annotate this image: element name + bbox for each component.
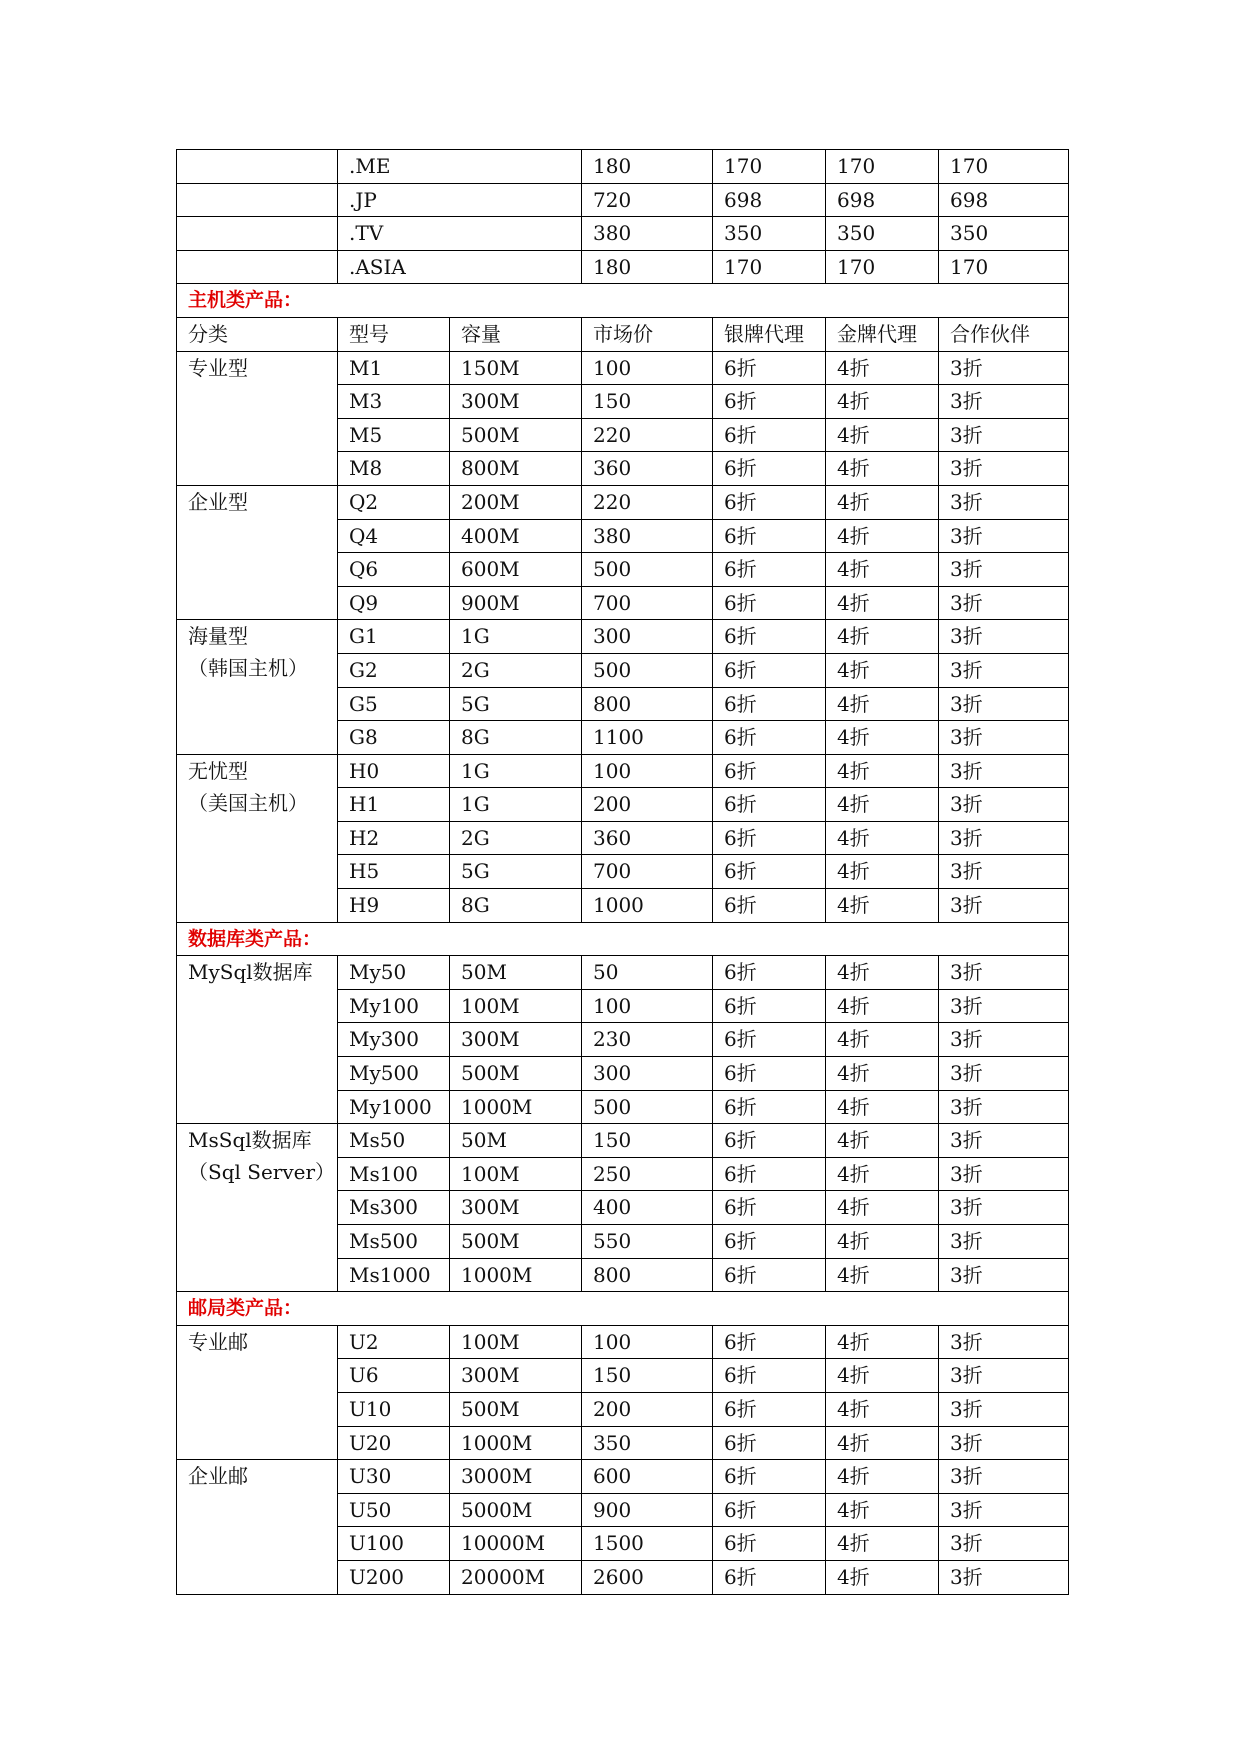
model-cell: Q2 [338,485,450,519]
model-cell: U10 [338,1392,450,1426]
capacity-cell: 500M [450,1225,582,1259]
silver-agent-cell: 6折 [713,1493,826,1527]
market-price-cell: 350 [582,1426,713,1460]
gold-agent-cell: 4折 [826,418,939,452]
partner-cell: 170 [939,250,1069,284]
category-cell [177,1124,338,1292]
partner-cell: 698 [939,183,1069,217]
model-cell: M8 [338,452,450,486]
silver-agent-cell: 350 [713,217,826,251]
model-cell: M5 [338,418,450,452]
silver-agent-cell: 6折 [713,1258,826,1292]
silver-agent-cell: 6折 [713,1325,826,1359]
silver-agent-cell: 6折 [713,1191,826,1225]
partner-cell: 3折 [939,519,1069,553]
category-label: 无忧型 [188,758,248,783]
model-cell: Ms300 [338,1191,450,1225]
model-cell: My100 [338,989,450,1023]
gold-agent-cell: 4折 [826,620,939,654]
category-label: （Sql Server） [188,1160,336,1185]
gold-agent-cell: 4折 [826,553,939,587]
model-cell: My500 [338,1057,450,1091]
partner-cell: 3折 [939,485,1069,519]
table-row [177,1325,1069,1359]
domain-row [177,250,1069,284]
partner-cell: 3折 [939,1258,1069,1292]
gold-agent-cell: 4折 [826,788,939,822]
model-cell: U30 [338,1460,450,1494]
market-price-cell: 300 [582,620,713,654]
category-cell [177,1325,338,1459]
category-cell-empty [177,183,338,217]
category-label: MySql数据库 [188,960,313,985]
domain-row [177,183,1069,217]
partner-cell: 3折 [939,351,1069,385]
category-label: 专业型 [188,355,248,380]
silver-agent-cell: 6折 [713,1023,826,1057]
market-price-cell: 180 [582,250,713,284]
partner-cell: 3折 [939,1057,1069,1091]
market-price-cell: 200 [582,788,713,822]
capacity-cell: 2G [450,821,582,855]
model-cell: Q9 [338,586,450,620]
table-row [177,620,1069,654]
partner-cell: 3折 [939,1191,1069,1225]
silver-agent-cell: 698 [713,183,826,217]
silver-agent-cell: 6折 [713,855,826,889]
model-cell: U20 [338,1426,450,1460]
table-row [177,351,1069,385]
silver-agent-cell: 6折 [713,418,826,452]
capacity-cell: 1000M [450,1426,582,1460]
model-cell: U6 [338,1359,450,1393]
model-cell: G2 [338,653,450,687]
silver-agent-cell: 6折 [713,889,826,923]
silver-agent-cell: 6折 [713,385,826,419]
gold-agent-cell: 170 [826,150,939,184]
partner-cell: 3折 [939,1426,1069,1460]
market-price-cell: 800 [582,1258,713,1292]
silver-agent-cell: 6折 [713,553,826,587]
capacity-cell: 1000M [450,1090,582,1124]
gold-agent-cell: 4折 [826,385,939,419]
capacity-cell: 2G [450,653,582,687]
gold-agent-cell: 4折 [826,1157,939,1191]
market-price-cell: 150 [582,1359,713,1393]
capacity-cell: 3000M [450,1460,582,1494]
market-price-cell: 500 [582,553,713,587]
partner-cell: 3折 [939,1392,1069,1426]
capacity-cell: 500M [450,418,582,452]
silver-agent-cell: 6折 [713,485,826,519]
table-row [177,754,1069,788]
market-price-cell: 100 [582,989,713,1023]
market-price-cell: 50 [582,956,713,990]
model-cell: H1 [338,788,450,822]
silver-agent-cell: 6折 [713,821,826,855]
model-cell: Ms500 [338,1225,450,1259]
capacity-cell: 10000M [450,1527,582,1561]
category-cell [177,956,338,1124]
gold-agent-cell: 4折 [826,721,939,755]
partner-cell: 3折 [939,687,1069,721]
silver-agent-cell: 6折 [713,1090,826,1124]
category-cell [177,620,338,754]
gold-agent-cell: 4折 [826,1560,939,1594]
market-price-cell: 700 [582,586,713,620]
market-price-cell: 1100 [582,721,713,755]
gold-agent-cell: 698 [826,183,939,217]
silver-agent-cell: 6折 [713,620,826,654]
capacity-cell: 300M [450,385,582,419]
gold-agent-cell: 4折 [826,1325,939,1359]
category-label: （美国主机） [188,790,308,815]
capacity-cell: 1G [450,620,582,654]
category-cell [177,485,338,619]
market-price-cell: 2600 [582,1560,713,1594]
table-row [177,956,1069,990]
partner-cell: 3折 [939,1124,1069,1158]
column-header: 市场价 [582,317,713,351]
category-cell [177,754,338,922]
gold-agent-cell: 4折 [826,1258,939,1292]
category-label: 海量型 [188,624,248,649]
model-cell: Ms1000 [338,1258,450,1292]
market-price-cell: 380 [582,217,713,251]
model-cell: Q4 [338,519,450,553]
capacity-cell: 500M [450,1392,582,1426]
market-price-cell: 150 [582,1124,713,1158]
partner-cell: 3折 [939,989,1069,1023]
gold-agent-cell: 4折 [826,452,939,486]
silver-agent-cell: 6折 [713,989,826,1023]
gold-agent-cell: 4折 [826,1090,939,1124]
partner-cell: 170 [939,150,1069,184]
market-price-cell: 800 [582,687,713,721]
gold-agent-cell: 4折 [826,1493,939,1527]
capacity-cell: 800M [450,452,582,486]
silver-agent-cell: 170 [713,250,826,284]
domain-type-cell: .ASIA [338,250,582,284]
domain-type-cell: .ME [338,150,582,184]
silver-agent-cell: 6折 [713,1527,826,1561]
silver-agent-cell: 6折 [713,653,826,687]
capacity-cell: 200M [450,485,582,519]
model-cell: M1 [338,351,450,385]
market-price-cell: 1500 [582,1527,713,1561]
market-price-cell: 550 [582,1225,713,1259]
column-header: 合作伙伴 [939,317,1069,351]
gold-agent-cell: 4折 [826,1124,939,1158]
capacity-cell: 100M [450,1157,582,1191]
capacity-cell: 400M [450,519,582,553]
domain-row [177,217,1069,251]
capacity-cell: 5G [450,855,582,889]
partner-cell: 3折 [939,721,1069,755]
partner-cell: 3折 [939,1560,1069,1594]
partner-cell: 3折 [939,586,1069,620]
gold-agent-cell: 4折 [826,956,939,990]
market-price-cell: 100 [582,1325,713,1359]
partner-cell: 3折 [939,1359,1069,1393]
partner-cell: 3折 [939,1225,1069,1259]
model-cell: G1 [338,620,450,654]
section-title-row [177,922,1069,956]
capacity-cell: 600M [450,553,582,587]
partner-cell: 3折 [939,1023,1069,1057]
column-header: 容量 [450,317,582,351]
category-label: （韩国主机） [188,656,308,681]
capacity-cell: 1G [450,788,582,822]
model-cell: My50 [338,956,450,990]
gold-agent-cell: 170 [826,250,939,284]
capacity-cell: 5000M [450,1493,582,1527]
model-cell: U50 [338,1493,450,1527]
gold-agent-cell: 4折 [826,1057,939,1091]
partner-cell: 3折 [939,653,1069,687]
model-cell: My1000 [338,1090,450,1124]
capacity-cell: 50M [450,1124,582,1158]
silver-agent-cell: 170 [713,150,826,184]
model-cell: Q6 [338,553,450,587]
market-price-cell: 400 [582,1191,713,1225]
partner-cell: 3折 [939,620,1069,654]
category-label: 企业型 [188,489,248,514]
market-price-cell: 150 [582,385,713,419]
gold-agent-cell: 350 [826,217,939,251]
silver-agent-cell: 6折 [713,687,826,721]
capacity-cell: 150M [450,351,582,385]
partner-cell: 3折 [939,788,1069,822]
gold-agent-cell: 4折 [826,1527,939,1561]
silver-agent-cell: 6折 [713,956,826,990]
gold-agent-cell: 4折 [826,1191,939,1225]
silver-agent-cell: 6折 [713,519,826,553]
model-cell: U2 [338,1325,450,1359]
market-price-cell: 220 [582,418,713,452]
category-cell-empty [177,150,338,184]
market-price-cell: 360 [582,452,713,486]
category-label: MsSql数据库 [188,1128,312,1153]
price-table [176,149,1069,1595]
section-title: 主机类产品： [177,284,1069,318]
gold-agent-cell: 4折 [826,754,939,788]
market-price-cell: 180 [582,150,713,184]
model-cell: My300 [338,1023,450,1057]
capacity-cell: 300M [450,1191,582,1225]
market-price-cell: 500 [582,1090,713,1124]
table-row [177,1460,1069,1494]
gold-agent-cell: 4折 [826,889,939,923]
gold-agent-cell: 4折 [826,855,939,889]
partner-cell: 3折 [939,1527,1069,1561]
market-price-cell: 900 [582,1493,713,1527]
gold-agent-cell: 4折 [826,351,939,385]
model-cell: H5 [338,855,450,889]
partner-cell: 3折 [939,889,1069,923]
section-title-row [177,1292,1069,1326]
silver-agent-cell: 6折 [713,1460,826,1494]
model-cell: G8 [338,721,450,755]
silver-agent-cell: 6折 [713,586,826,620]
partner-cell: 3折 [939,1325,1069,1359]
market-price-cell: 250 [582,1157,713,1191]
capacity-cell: 5G [450,687,582,721]
gold-agent-cell: 4折 [826,586,939,620]
silver-agent-cell: 6折 [713,788,826,822]
price-table-body [177,150,1069,1595]
column-header: 分类 [177,317,338,351]
category-cell-empty [177,217,338,251]
domain-type-cell: .JP [338,183,582,217]
partner-cell: 3折 [939,452,1069,486]
gold-agent-cell: 4折 [826,485,939,519]
model-cell: H0 [338,754,450,788]
gold-agent-cell: 4折 [826,1426,939,1460]
model-cell: M3 [338,385,450,419]
model-cell: U100 [338,1527,450,1561]
silver-agent-cell: 6折 [713,1124,826,1158]
partner-cell: 3折 [939,956,1069,990]
silver-agent-cell: 6折 [713,1157,826,1191]
partner-cell: 3折 [939,418,1069,452]
capacity-cell: 100M [450,1325,582,1359]
gold-agent-cell: 4折 [826,653,939,687]
gold-agent-cell: 4折 [826,821,939,855]
gold-agent-cell: 4折 [826,687,939,721]
model-cell: H9 [338,889,450,923]
silver-agent-cell: 6折 [713,1057,826,1091]
column-header: 型号 [338,317,450,351]
capacity-cell: 1G [450,754,582,788]
capacity-cell: 20000M [450,1560,582,1594]
table-row [177,1124,1069,1158]
market-price-cell: 230 [582,1023,713,1057]
silver-agent-cell: 6折 [713,754,826,788]
capacity-cell: 500M [450,1057,582,1091]
model-cell: H2 [338,821,450,855]
category-cell [177,351,338,485]
market-price-cell: 720 [582,183,713,217]
column-header: 银牌代理 [713,317,826,351]
gold-agent-cell: 4折 [826,519,939,553]
category-cell-empty [177,250,338,284]
partner-cell: 3折 [939,821,1069,855]
market-price-cell: 200 [582,1392,713,1426]
table-row [177,485,1069,519]
market-price-cell: 300 [582,1057,713,1091]
gold-agent-cell: 4折 [826,1460,939,1494]
market-price-cell: 1000 [582,889,713,923]
partner-cell: 3折 [939,1493,1069,1527]
gold-agent-cell: 4折 [826,1225,939,1259]
domain-row [177,150,1069,184]
model-cell: U200 [338,1560,450,1594]
silver-agent-cell: 6折 [713,721,826,755]
market-price-cell: 380 [582,519,713,553]
gold-agent-cell: 4折 [826,989,939,1023]
capacity-cell: 1000M [450,1258,582,1292]
capacity-cell: 300M [450,1359,582,1393]
capacity-cell: 100M [450,989,582,1023]
partner-cell: 3折 [939,1460,1069,1494]
gold-agent-cell: 4折 [826,1359,939,1393]
silver-agent-cell: 6折 [713,1225,826,1259]
market-price-cell: 220 [582,485,713,519]
partner-cell: 350 [939,217,1069,251]
partner-cell: 3折 [939,553,1069,587]
silver-agent-cell: 6折 [713,452,826,486]
market-price-cell: 100 [582,351,713,385]
partner-cell: 3折 [939,1157,1069,1191]
model-cell: Ms50 [338,1124,450,1158]
category-label: 企业邮 [188,1464,248,1489]
model-cell: Ms100 [338,1157,450,1191]
silver-agent-cell: 6折 [713,1392,826,1426]
market-price-cell: 360 [582,821,713,855]
model-cell: G5 [338,687,450,721]
section-title-row [177,284,1069,318]
domain-type-cell: .TV [338,217,582,251]
market-price-cell: 600 [582,1460,713,1494]
capacity-cell: 8G [450,889,582,923]
partner-cell: 3折 [939,754,1069,788]
silver-agent-cell: 6折 [713,1560,826,1594]
silver-agent-cell: 6折 [713,351,826,385]
capacity-cell: 900M [450,586,582,620]
market-price-cell: 500 [582,653,713,687]
partner-cell: 3折 [939,385,1069,419]
gold-agent-cell: 4折 [826,1392,939,1426]
capacity-cell: 300M [450,1023,582,1057]
section-title: 邮局类产品： [177,1292,1069,1326]
partner-cell: 3折 [939,855,1069,889]
market-price-cell: 100 [582,754,713,788]
category-cell [177,1460,338,1594]
category-label: 专业邮 [188,1329,248,1354]
silver-agent-cell: 6折 [713,1426,826,1460]
market-price-cell: 700 [582,855,713,889]
section-title: 数据库类产品： [177,922,1069,956]
column-header-row [177,317,1069,351]
silver-agent-cell: 6折 [713,1359,826,1393]
gold-agent-cell: 4折 [826,1023,939,1057]
capacity-cell: 50M [450,956,582,990]
capacity-cell: 8G [450,721,582,755]
column-header: 金牌代理 [826,317,939,351]
partner-cell: 3折 [939,1090,1069,1124]
